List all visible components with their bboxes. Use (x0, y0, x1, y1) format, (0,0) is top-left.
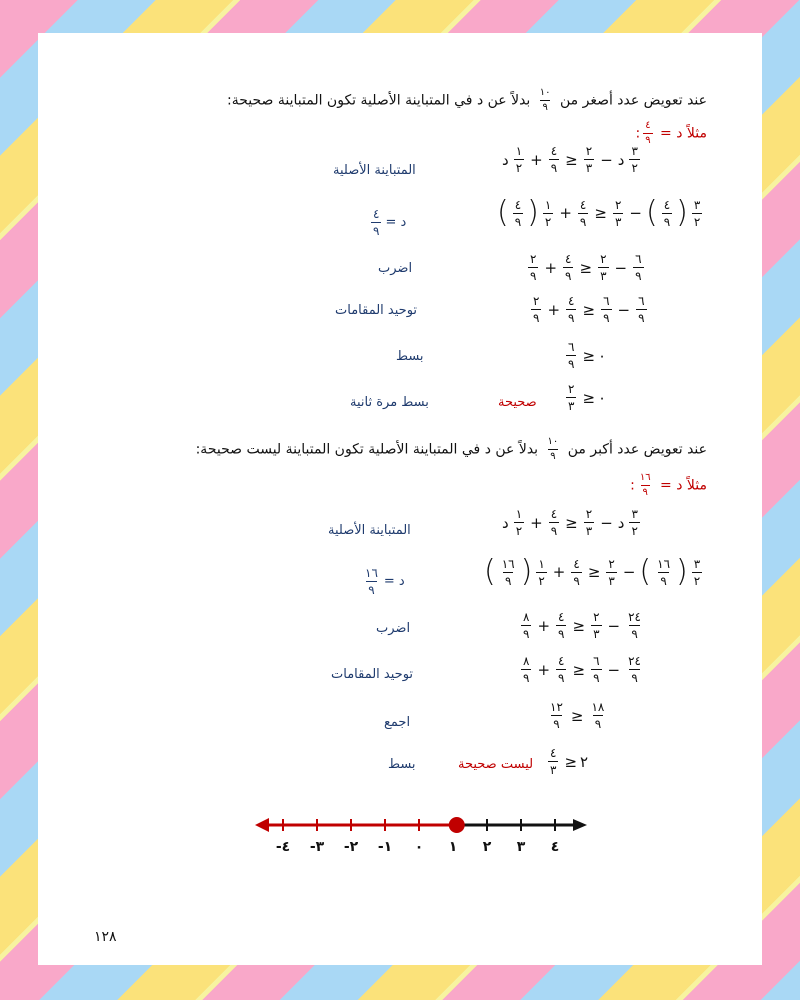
number-line-tick-label: ٣ (516, 839, 526, 855)
number-line-right-arrow (573, 819, 587, 831)
s2-label-add: اجمع (384, 715, 411, 730)
s1-label-simplify: بسط (396, 349, 424, 364)
s2-row3-multiply: $\frac{٨}{٩}$ + $\frac{٤}{٩}$ ≥ $\frac{٢}{٣}$ − $\frac{٢٤}{٩}$ (523, 610, 641, 641)
page-number: ١٢٨ (94, 929, 117, 945)
s2-row1-inequality: د $\frac{١}{٢}$ + $\frac{٤}{٩}$ ≥ $\frac{٢}{٣}$ − د $\frac{٣}{٢}$ (502, 507, 638, 538)
s1-label-sub: د = $\frac{٤}{٩}$ (373, 207, 407, 238)
number-line-tick-label: -٢ (343, 839, 359, 855)
s2-label-sub: د = $\frac{١٦}{٩}$ (365, 566, 405, 597)
s1-label-original: المتباينة الأصلية (333, 163, 416, 178)
section2-example: مثلاً د = $\frac{١٦}{٩}$ : (630, 472, 707, 498)
section1-intro: عند تعويض عدد أصغر من $\frac{١٠}{٩}$ بدلاً عن د في المتباينة الأصلية تكون المتباينة صحيحة: (227, 87, 707, 113)
s1-row6-simplify-again: $\frac{٢}{٣}$ ≥ ٠ (568, 382, 607, 413)
section2-intro: عند تعويض عدد أكبر من $\frac{١٠}{٩}$ بدلاً عن د في المتباينة الأصلية تكون المتباينة ليست صحيحة: (195, 436, 707, 462)
s2-label-common-denominator: توحيد المقامات (331, 667, 414, 682)
s2-label-original: المتباينة الأصلية (328, 523, 411, 538)
number-line-tick-label: -٤ (275, 839, 291, 855)
s2-row6-simplify: $\frac{٤}{٣}$ ≥ ٢ (550, 746, 589, 777)
s1-row2-substitute: ( $\frac{٤}{٩}$ ) $\frac{١}{٢}$ + $\frac{٤}{٩}$ ≥ $\frac{٢}{٣}$ − ( $\frac{٤}{٩}$ ) $\frac{٣}{٢}$ (497, 195, 701, 230)
s2-row2-substitute: ( $\frac{١٦}{٩}$ ) $\frac{١}{٢}$ + $\frac{٤}{٩}$ ≥ $\frac{٢}{٣}$ − ( $\frac{١٦}{٩}$ ) $\frac{٣}{٢}$ (484, 554, 701, 589)
section1-example: مثلاً د = $\frac{٤}{٩}$ : (635, 120, 707, 146)
number-line-labels (276, 839, 559, 855)
number-line (253, 811, 593, 861)
number-line-left-arrow (255, 818, 269, 832)
s1-true-note: صحيحة (498, 395, 537, 410)
number-line-tick-label: -٣ (309, 839, 325, 855)
number-line-point (449, 817, 465, 833)
s2-false-note: ليست صحيحة (458, 757, 534, 772)
s2-row4-common-denominator: $\frac{٨}{٩}$ + $\frac{٤}{٩}$ ≥ $\frac{٦}{٩}$ − $\frac{٢٤}{٩}$ (523, 654, 641, 685)
page (38, 33, 762, 965)
number-line-tick-label: ١ (448, 839, 458, 855)
s1-label-simplify-again: بسط مرة ثانية (350, 395, 429, 410)
s1-row1-inequality: د $\frac{١}{٢}$ + $\frac{٤}{٩}$ ≥ $\frac{٢}{٣}$ − د $\frac{٣}{٢}$ (502, 144, 638, 175)
s1-row5-simplify: $\frac{٦}{٩}$ ≥ ٠ (568, 340, 607, 371)
s1-label-common-denominator: توحيد المقامات (335, 303, 418, 318)
s1-row4-common-denominator: $\frac{٢}{٩}$ + $\frac{٤}{٩}$ ≥ $\frac{٦}{٩}$ − $\frac{٦}{٩}$ (533, 294, 645, 325)
s2-label-multiply: اضرب (376, 621, 411, 636)
s2-row5-add: $\frac{١٢}{٩}$ ≥ $\frac{١٨}{٩}$ (550, 700, 605, 731)
number-line-tick-label: ٤ (550, 839, 560, 855)
number-line-tick-label: -١ (377, 839, 393, 855)
number-line-tick-label: ٢ (482, 839, 492, 855)
s1-row3-multiply: $\frac{٢}{٩}$ + $\frac{٤}{٩}$ ≥ $\frac{٢}{٣}$ − $\frac{٦}{٩}$ (530, 252, 642, 283)
number-line-tick-label: ٠ (414, 839, 424, 855)
s1-label-multiply: اضرب (378, 261, 413, 276)
s2-label-simplify: بسط (388, 757, 416, 772)
